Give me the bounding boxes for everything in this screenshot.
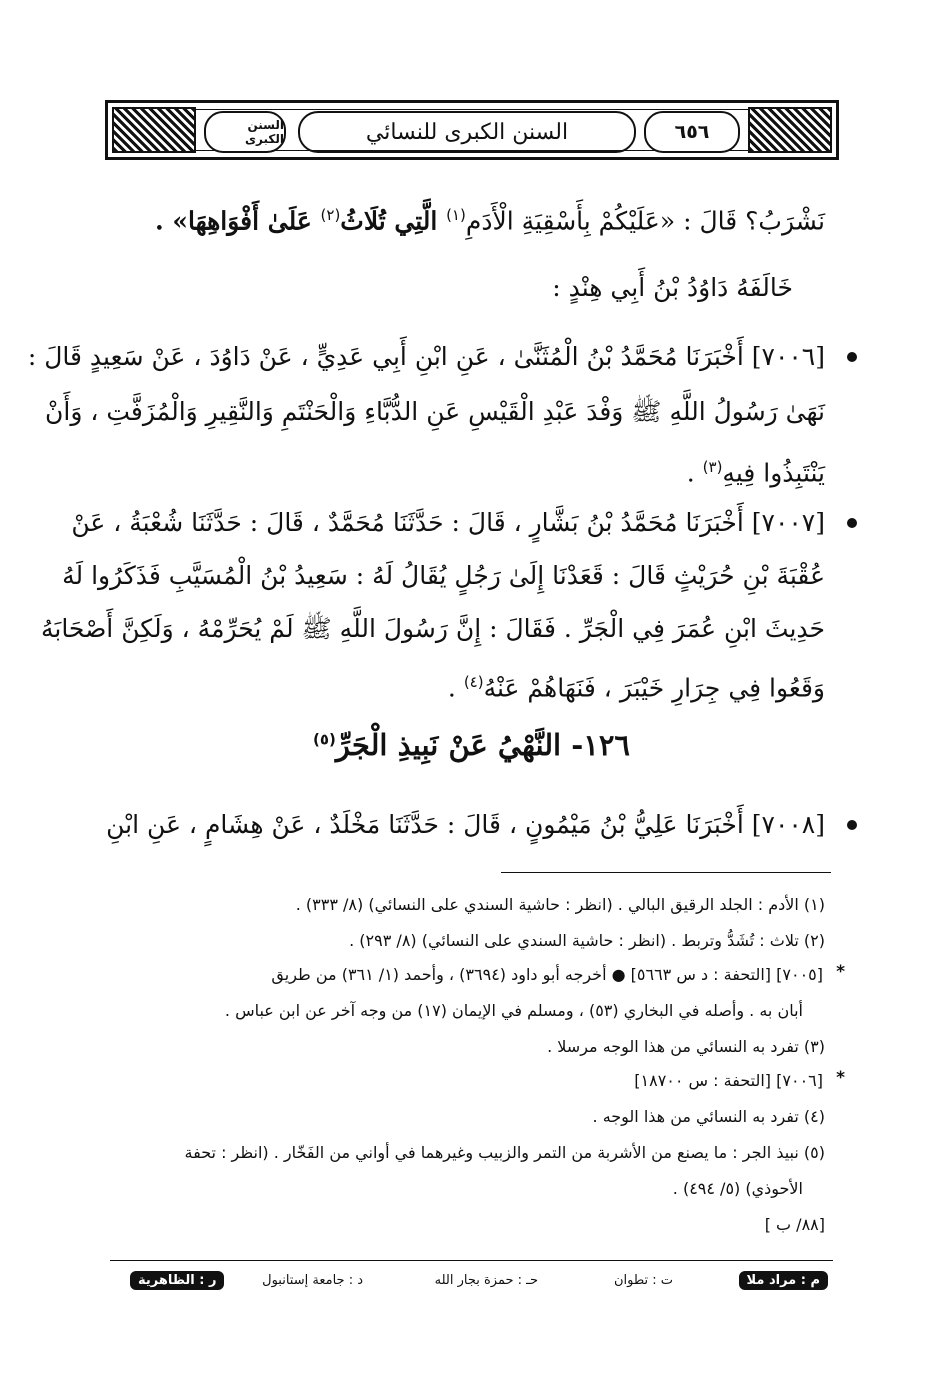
footnote-7005-b: أبان به . وأصله في البخاري (٥٣) ، ومسلم في الإيمان (١٧) من وجه آخر عن ابن عباس . (224, 1001, 803, 1020)
text-span: يَنْتَبِذُوا فِيهِ (722, 458, 825, 488)
footnote-ref: (٢) (320, 206, 341, 224)
footnote-5-a: (٥) نبيذ الجر : ما يصنع من الأشربة من التمر والزبيب وغيرهما في أواني من الفَخّار . (انظر : تحفة (184, 1143, 825, 1162)
footnote-2: (٢) تلاث : تُشَدُّ وتربط . (انظر : حاشية السندي على النسائي) (٨/ ٢٩٣) . (349, 931, 825, 950)
chapter-heading (0, 728, 943, 762)
footnote-ref: (١) (446, 206, 466, 224)
footer-item: د : جامعة إستانبول (262, 1272, 363, 1288)
footnote-1: (١) الأدم : الجلد الرقيق البالي . (انظر : حاشية السندي على النسائي) (٨/ ٣٣٣) . (295, 895, 825, 914)
bullet-icon (847, 518, 857, 528)
text-span: . (686, 458, 703, 488)
book-title: السنن الكبرى للنسائي (298, 111, 636, 153)
text-span: عَلَىٰ أَفْوَاهِهَا» . (154, 206, 321, 236)
book-logo: السنن الكبرى (204, 111, 286, 153)
text-line: خَالَفَهُ دَاوُدُ بْنُ أَبِي هِنْدٍ : (552, 273, 793, 302)
footnote-ref: (٣) (702, 458, 723, 476)
bullet-icon (847, 352, 857, 362)
footnote-ref: (٤) (463, 673, 484, 691)
text-span: . (447, 673, 464, 703)
ornament-left (112, 107, 196, 153)
footnote-4: (٤) تفرد به النسائي من هذا الوجه . (592, 1107, 825, 1126)
text-span: نَشْرَبُ؟ قَالَ : «عَلَيْكُمْ بِأَسْقِيَةِ الْأَدَمِ (465, 206, 825, 236)
footer-item: ت : تطوان (613, 1272, 673, 1288)
hadith-7008-line1: [٧٠٠٨] أَخْبَرَنَا عَلِيُّ بْنُ مَيْمُونٍ ، قَالَ : حَدَّثَنَا مَخْلَدٌ ، عَنْ هِشَامٍ ، عَنِ ابْنِ (106, 810, 825, 839)
footnote-3: (٣) تفرد به النسائي من هذا الوجه مرسلا . (547, 1037, 825, 1056)
hadith-7006-line2: نَهَىٰ رَسُولُ اللَّهِ ﷺ وَفْدَ عَبْدِ الْقَيْسِ عَنِ الدُّبَّاءِ وَالْحَنْتَمِ وَالنَّقِيرِ وَالْمُزَفَّتِ ، وَأَنْ (45, 397, 825, 426)
footer-item: حـ : حمزة بجار الله (434, 1272, 538, 1288)
hadith-7006-line1: [٧٠٠٦] أَخْبَرَنَا مُحَمَّدُ بْنُ الْمُثَنَّىٰ ، عَنِ ابْنِ أَبِي عَدِيٍّ ، عَنْ دَاوُدَ ، عَنْ سَعِيدٍ قَالَ : (27, 342, 825, 371)
chapter-title: ١٢٦- النَّهْيُ عَنْ نَبِيذِ الْجَرِّ (335, 728, 630, 762)
footer-item (130, 1268, 224, 1292)
hadith-7007-line1: [٧٠٠٧] أَخْبَرَنَا مُحَمَّدُ بْنُ بَشَّارٍ ، قَالَ : حَدَّثَنَا مُحَمَّدٌ ، قَالَ : حَدَّثَنَا شُعْبَةُ ، عَنْ (71, 508, 825, 537)
footnote-7005-a: [٧٠٠٥] [التحفة : د س ٥٦٦٣] ● أخرجه أبو داود (٣٦٩٤) ، وأحمد (١/ ٣٦١) من طريق (271, 965, 823, 984)
footnote-7006: [٧٠٠٦] [التحفة : س ١٨٧٠٠] (634, 1071, 823, 1090)
manuscript-badge-m: م : مراد ملا (739, 1271, 829, 1290)
footer-separator (110, 1260, 833, 1261)
page-header (105, 100, 839, 160)
ornament-right (748, 107, 832, 153)
bullet-icon (847, 820, 857, 830)
footnote-5-b: الأحوذي) (٥/ ٤٩٤) . (672, 1179, 803, 1198)
footnote-separator (501, 872, 831, 873)
page-number: ٦٥٦ (644, 111, 740, 153)
footnote-ref: (٥) (312, 730, 336, 749)
star-icon: * (836, 1068, 845, 1088)
star-icon: * (836, 962, 845, 982)
hadith-7007-line2: عُقْبَةَ بْنِ حُرَيْثٍ قَالَ : قَعَدْنَا إِلَىٰ رَجُلٍ يُقَالُ لَهُ : سَعِيدُ بْنُ الْمُسَيَّبِ فَذَكَرُوا لَهُ (62, 561, 825, 590)
hadith-7006-line3 (110, 447, 825, 493)
text-span: وَقَعُوا فِي جِرَارِ خَيْبَرَ ، فَنَهَاهُمْ عَنْهُ (483, 673, 825, 703)
text-line (110, 195, 825, 241)
folio-marker: [٨٨/ ب ] (764, 1215, 825, 1234)
hadith-7007-line3: حَدِيثَ ابْنِ عُمَرَ فِي الْجَرِّ . فَقَالَ : إِنَّ رَسُولَ اللَّهِ ﷺ لَمْ يُحَرِّمْهُ ، وَلَكِنَّ أَصْحَابَهُ (40, 614, 825, 643)
manuscript-badge-r: ر : الظاهرية (130, 1271, 224, 1290)
hadith-7007-line4 (110, 662, 825, 708)
footer-item (739, 1268, 829, 1292)
text-span: الَّتِي تُلَاثُ (340, 206, 447, 236)
